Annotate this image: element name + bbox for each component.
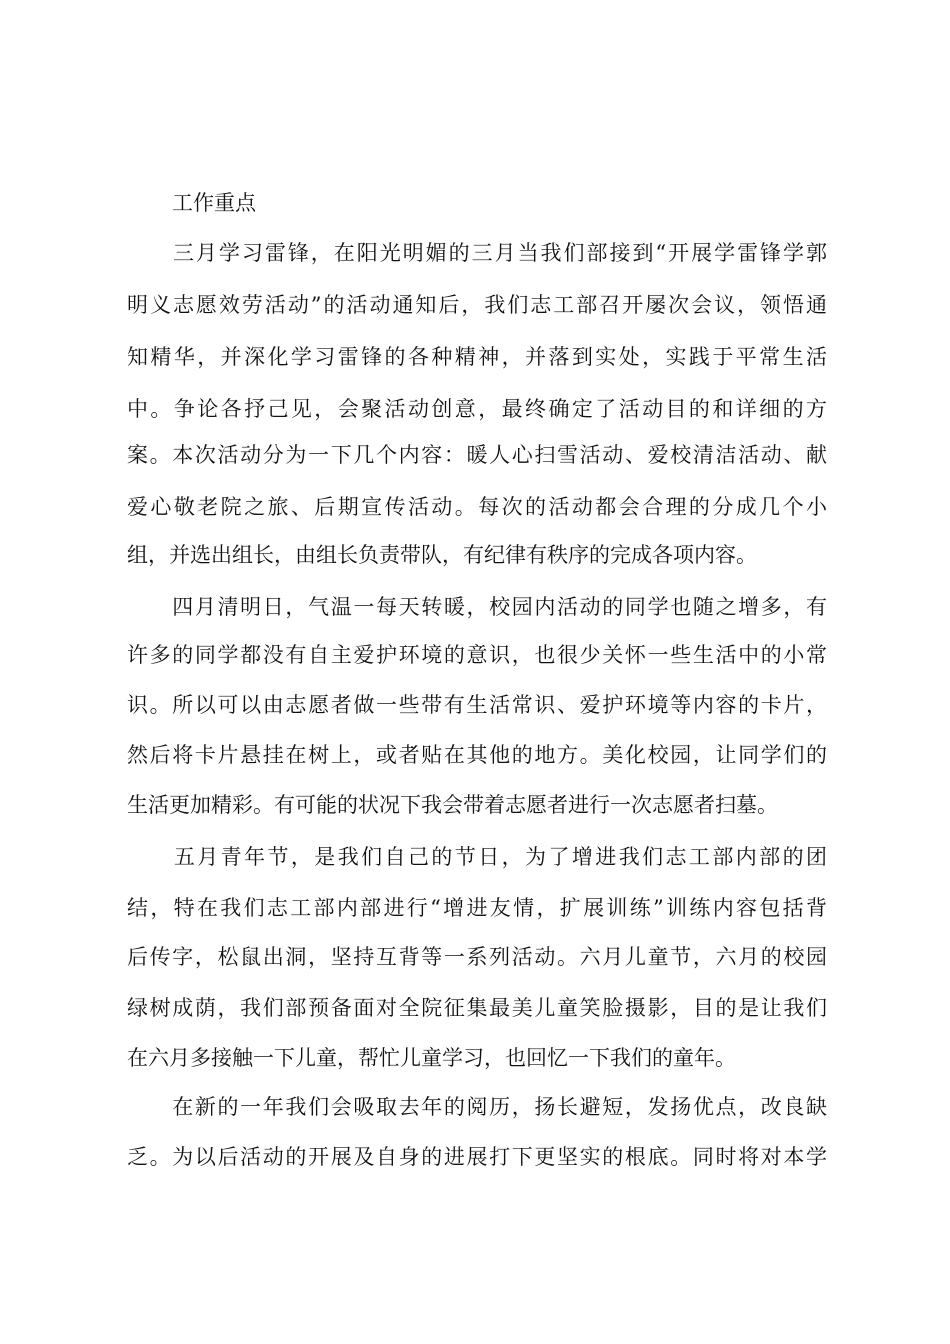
- paragraph-line: 三月学习雷锋，在阳光明媚的三月当我们部接到“开展学雷锋学郭: [127, 241, 827, 265]
- paragraph-line: 组，并选出组长，由组长负责带队，有纪律有秩序的完成各项内容。: [127, 543, 757, 567]
- paragraph-line: 在新的一年我们会吸取去年的阅历，扬长避短，发扬优点，改良缺: [127, 1095, 827, 1119]
- paragraph-line: 四月清明日，气温一每天转暖，校园内活动的同学也随之增多，有: [127, 595, 827, 619]
- paragraph-line: 中。争论各抒己见，会聚活动创意，最终确定了活动目的和详细的方: [127, 397, 827, 421]
- paragraph-line: 识。所以可以由志愿者做一些带有生活常识、爱护环境等内容的卡片，: [127, 693, 827, 717]
- paragraph-line: 后传字，松鼠出洞，坚持互背等一系列活动。六月儿童节，六月的校园: [127, 945, 827, 969]
- paragraph-line: 明义志愿效劳活动”的活动通知后，我们志工部召开屡次会议，领悟通: [127, 293, 827, 317]
- paragraph-line: 然后将卡片悬挂在树上，或者贴在其他的地方。美化校园，让同学们的: [127, 743, 827, 767]
- paragraph-line: 绿树成荫，我们部预备面对全院征集最美儿童笑脸摄影，目的是让我们: [127, 996, 827, 1020]
- paragraph-line: 爱心敬老院之旅、后期宣传活动。每次的活动都会合理的分成几个小: [127, 495, 827, 519]
- paragraph-line: 案。本次活动分为一下几个内容：暖人心扫雪活动、爱校清洁活动、献: [127, 443, 827, 467]
- paragraph-line: 乏。为以后活动的开展及自身的进展打下更坚实的根底。同时将对本学: [127, 1145, 827, 1169]
- paragraph-line: 生活更加精彩。有可能的状况下我会带着志愿者进行一次志愿者扫墓。: [127, 793, 778, 817]
- paragraph-line: 许多的同学都没有自主爱护环境的意识，也很少关怀一些生活中的小常: [127, 643, 827, 667]
- paragraph-line: 结，特在我们志工部内部进行“增进友情，扩展训练”训练内容包括背: [127, 896, 827, 920]
- section-heading: 工作重点: [172, 191, 256, 215]
- paragraph-line: 五月青年节，是我们自己的节日，为了增进我们志工部内部的团: [127, 845, 827, 869]
- paragraph-line: 知精华，并深化学习雷锋的各种精神，并落到实处，实践于平常生活: [127, 345, 827, 369]
- paragraph-line: 在六月多接触一下儿童，帮忙儿童学习，也回忆一下我们的童年。: [127, 1046, 736, 1070]
